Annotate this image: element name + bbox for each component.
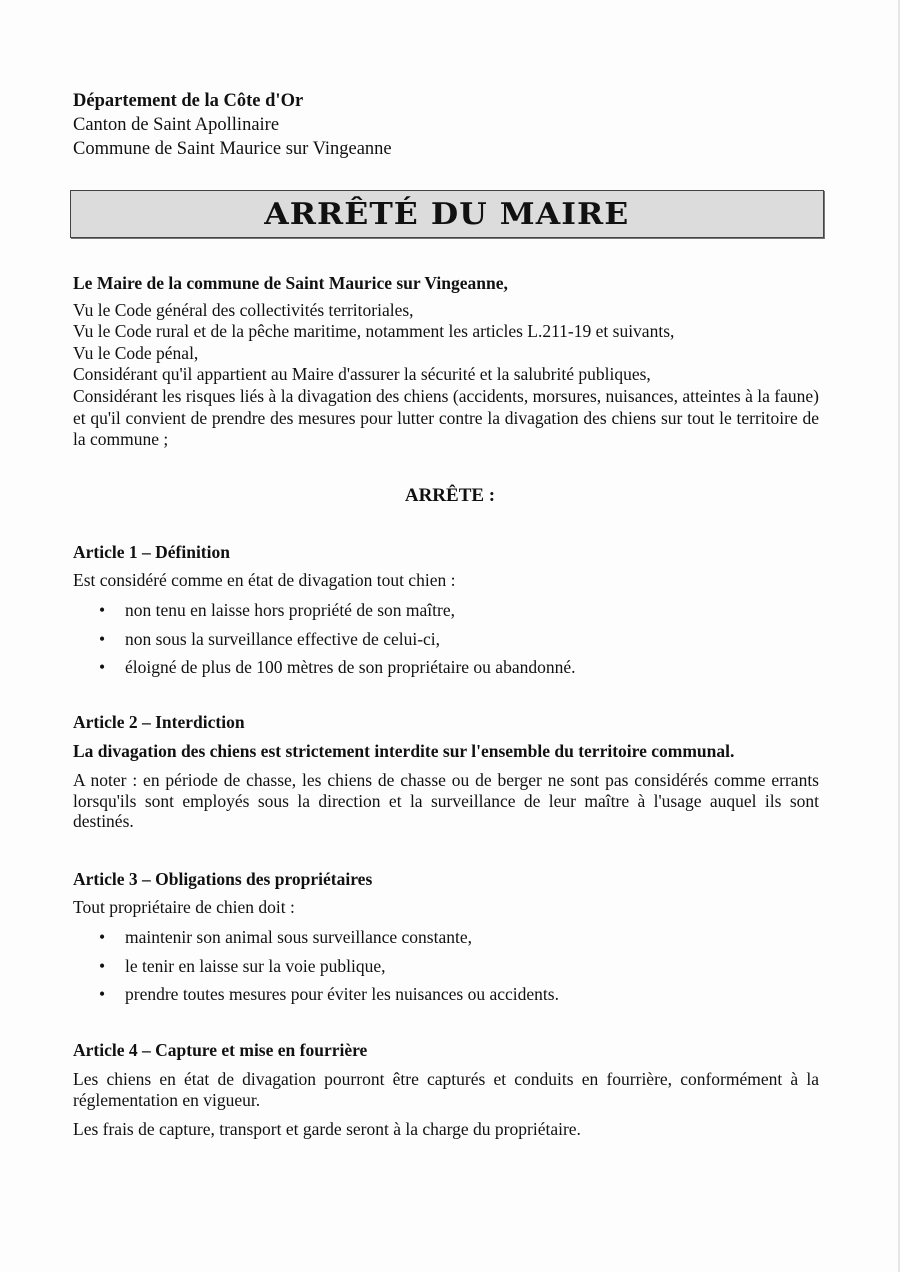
department: Département de la Côte d'Or	[73, 91, 304, 111]
preamble-line: Vu le Code pénal,	[73, 342, 199, 363]
list-item: • prendre toutes mesures pour éviter les nuisances ou accidents.	[73, 984, 819, 1013]
commune: Commune de Saint Maurice sur Vingeanne	[73, 139, 392, 159]
document-title: ARRÊTÉ DU MAIRE	[264, 196, 630, 232]
preamble	[73, 273, 819, 451]
article-text: Les chiens en état de divagation pourront être capturés et conduits en fourrière, conformément à la réglementation en vigueur.	[73, 1068, 819, 1111]
article-bold-text: La divagation des chiens est strictement interdite sur l'ensemble du territoire communal.	[73, 740, 735, 761]
preamble-line: Vu le Code général des collectivités territoriales,	[73, 299, 414, 320]
list-item: • éloigné de plus de 100 mètres de son propriétaire ou abandonné.	[73, 657, 819, 686]
bullet-list	[73, 600, 819, 686]
title-banner	[70, 190, 824, 238]
preamble-line: Vu le Code rural et de la pêche maritime, notamment les articles L.211-19 et suivants,	[73, 321, 675, 342]
article-text-2: Les frais de capture, transport et garde seront à la charge du propriétaire.	[73, 1118, 581, 1139]
article-2	[73, 712, 819, 832]
decision-heading: ARRÊTE :	[404, 485, 496, 506]
list-item: • maintenir son animal sous surveillance constante,	[73, 927, 819, 956]
bullet-list	[73, 927, 819, 1013]
article-text: Est considéré comme en état de divagation tout chien :	[73, 569, 456, 590]
article-heading: Article 1 – Définition	[73, 542, 230, 562]
preamble-intro: Le Maire de la commune de Saint Maurice sur Vingeanne,	[73, 273, 508, 293]
article-heading: Article 3 – Obligations des propriétaires	[73, 869, 373, 889]
article-heading: Article 4 – Capture et mise en fourrière	[73, 1040, 368, 1060]
article-1	[73, 542, 819, 686]
list-item: • non tenu en laisse hors propriété de son maître,	[73, 600, 819, 629]
article-3	[73, 869, 819, 1013]
preamble-line: Considérant qu'il appartient au Maire d'assurer la sécurité et la salubrité publiques,	[73, 364, 651, 385]
list-item: • non sous la surveillance effective de celui-ci,	[73, 629, 819, 658]
article-text: A noter : en période de chasse, les chiens de chasse ou de berger ne sont pas considérés comme errants lorsqu'ils sont employés sous la direction et la surveillance de leur maître à l'usage auquel ils sont destinés.	[73, 770, 819, 832]
article-heading: Article 2 – Interdiction	[73, 712, 245, 732]
letterhead	[73, 89, 819, 161]
article-4	[73, 1040, 819, 1140]
canton: Canton de Saint Apollinaire	[73, 115, 280, 135]
article-text: Tout propriétaire de chien doit :	[73, 896, 295, 917]
preamble-line: Considérant les risques liés à la divagation des chiens (accidents, morsures, nuisances, atteintes à la faune) et qu'il convient de prendre des mesures pour lutter contre la divagation des chiens sur tout le territoire de la commune ;	[73, 385, 819, 450]
list-item: • le tenir en laisse sur la voie publique,	[73, 956, 819, 985]
